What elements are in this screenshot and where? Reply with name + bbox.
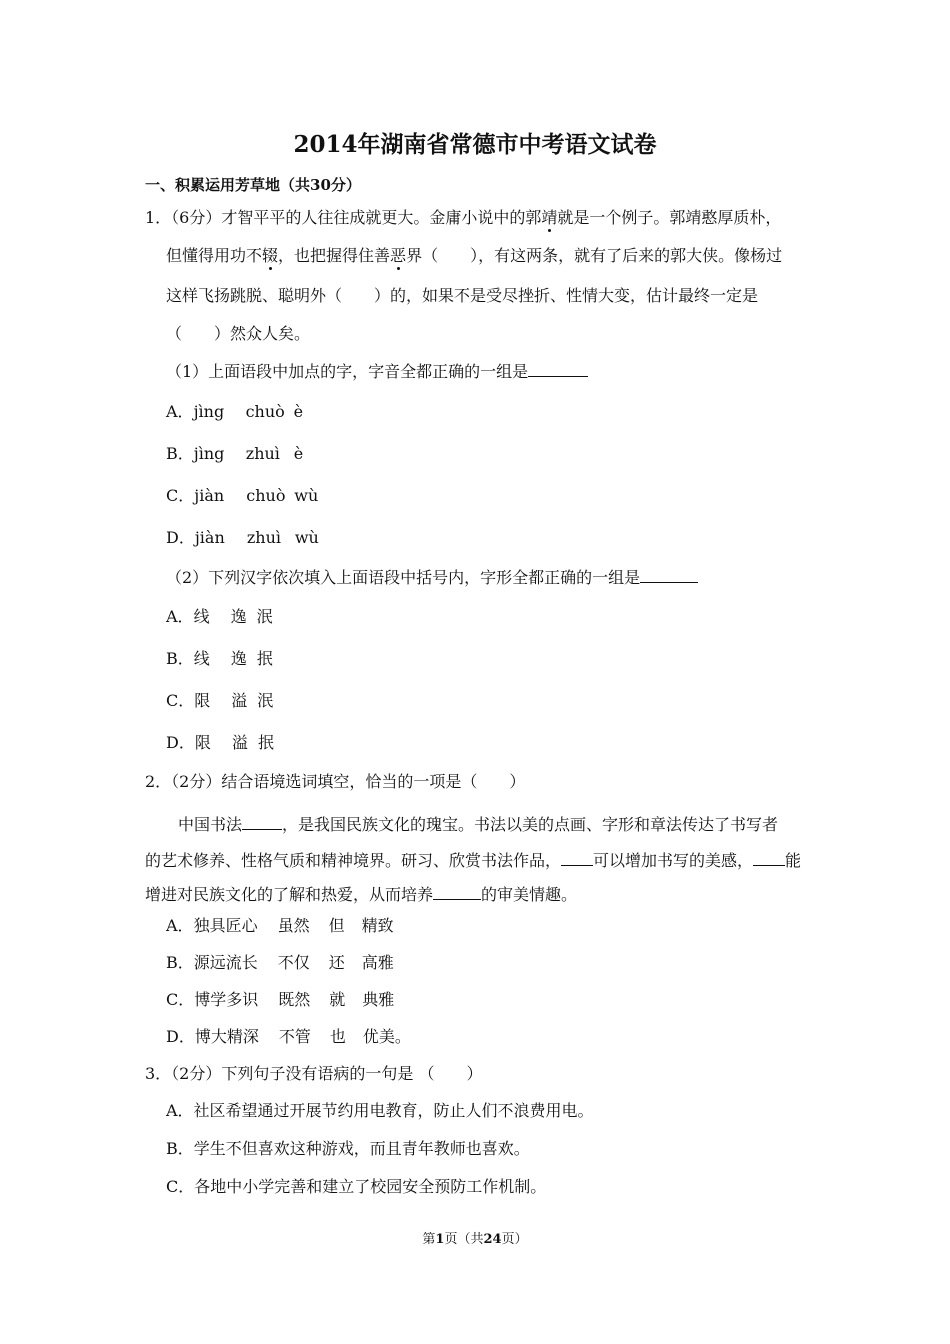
dotted-char: 辍 [262, 246, 279, 265]
q2-option-d: D．博大精深 不管 也 优美。 [166, 1027, 411, 1046]
q2-passage-line3: 增进对民族文化的了解和热爱，从而培养 的审美情趣。 [145, 885, 578, 904]
answer-blank [433, 884, 481, 900]
q1-sub2-option-c: C．限 溢 泯 [166, 691, 274, 710]
q3-option-c: C．各地中小学完善和建立了校园安全预防工作机制。 [166, 1177, 547, 1196]
answer-blank [528, 361, 588, 377]
answer-blank [242, 814, 282, 830]
q1-sub1-option-d: D．jiàn zhuì wù [166, 528, 319, 547]
dotted-char: 恶 [390, 246, 407, 265]
q1-sub2-option-b: B．线 逸 抿 [166, 649, 273, 668]
q1-sub1-option-c: C．jiàn chuò wù [166, 486, 319, 505]
q1-line2: 但懂得用功不辍，也把握得住善恶界（ ），有这两条，就有了后来的郭大侠。像杨过 [166, 246, 783, 265]
dotted-char: 靖 [541, 208, 558, 227]
q1-line3: 这样飞扬跳脱、聪明外（ ）的，如果不是受尽挫折、性情大变，估计最终一定是 [166, 286, 759, 305]
q1-sub1: （1）上面语段中加点的字，字音全都正确的一组是 [166, 361, 588, 382]
q2-stem: 2．（2分）结合语境选词填空，恰当的一项是（ ） [145, 772, 526, 791]
q2-option-c: C．博学多识 既然 就 典雅 [166, 990, 395, 1009]
q1-line1: 1．（6分）才智平平的人往往成就更大。金庸小说中的郭靖就是一个例子。郭靖憨厚质朴， [145, 208, 782, 227]
q1-sub1-option-b: B．jìng zhuì è [166, 444, 304, 463]
q1-sub1-option-a: A．jìng chuò è [166, 402, 304, 421]
answer-blank [640, 567, 698, 583]
page-footer: 第1页（共24页） [422, 1232, 528, 1247]
q2-passage-line1: 中国书法 ，是我国民族文化的瑰宝。书法以美的点画、字形和章法传达了书写者 [178, 815, 779, 834]
q1-sub2-option-d: D．限 溢 抿 [166, 733, 274, 752]
q1-sub2-option-a: A．线 逸 泯 [166, 607, 273, 626]
q2-option-b: B．源远流长 不仅 还 高雅 [166, 953, 394, 972]
q2-passage-line2: 的艺术修养、性格气质和精神境界。研习、欣赏书法作品， 可以增加书写的美感， 能 [145, 851, 802, 870]
document-title: 2014年湖南省常德市中考语文试卷 [293, 131, 657, 158]
answer-blank [753, 850, 785, 866]
q1-line4: （ ）然众人矣。 [166, 324, 311, 343]
q1-sub2: （2）下列汉字依次填入上面语段中括号内，字形全都正确的一组是 [166, 567, 698, 588]
q2-option-a: A．独具匠心 虽然 但 精致 [166, 916, 394, 935]
q3-option-b: B．学生不但喜欢这种游戏，而且青年教师也喜欢。 [166, 1139, 530, 1158]
q3-option-a: A．社区希望通过开展节约用电教育，防止人们不浪费用电。 [166, 1101, 594, 1120]
answer-blank [561, 850, 593, 866]
q3-stem: 3．（2分）下列句子没有语病的一句是 （ ） [145, 1064, 483, 1083]
section-heading: 一、积累运用芳草地（共30分） [145, 176, 361, 194]
